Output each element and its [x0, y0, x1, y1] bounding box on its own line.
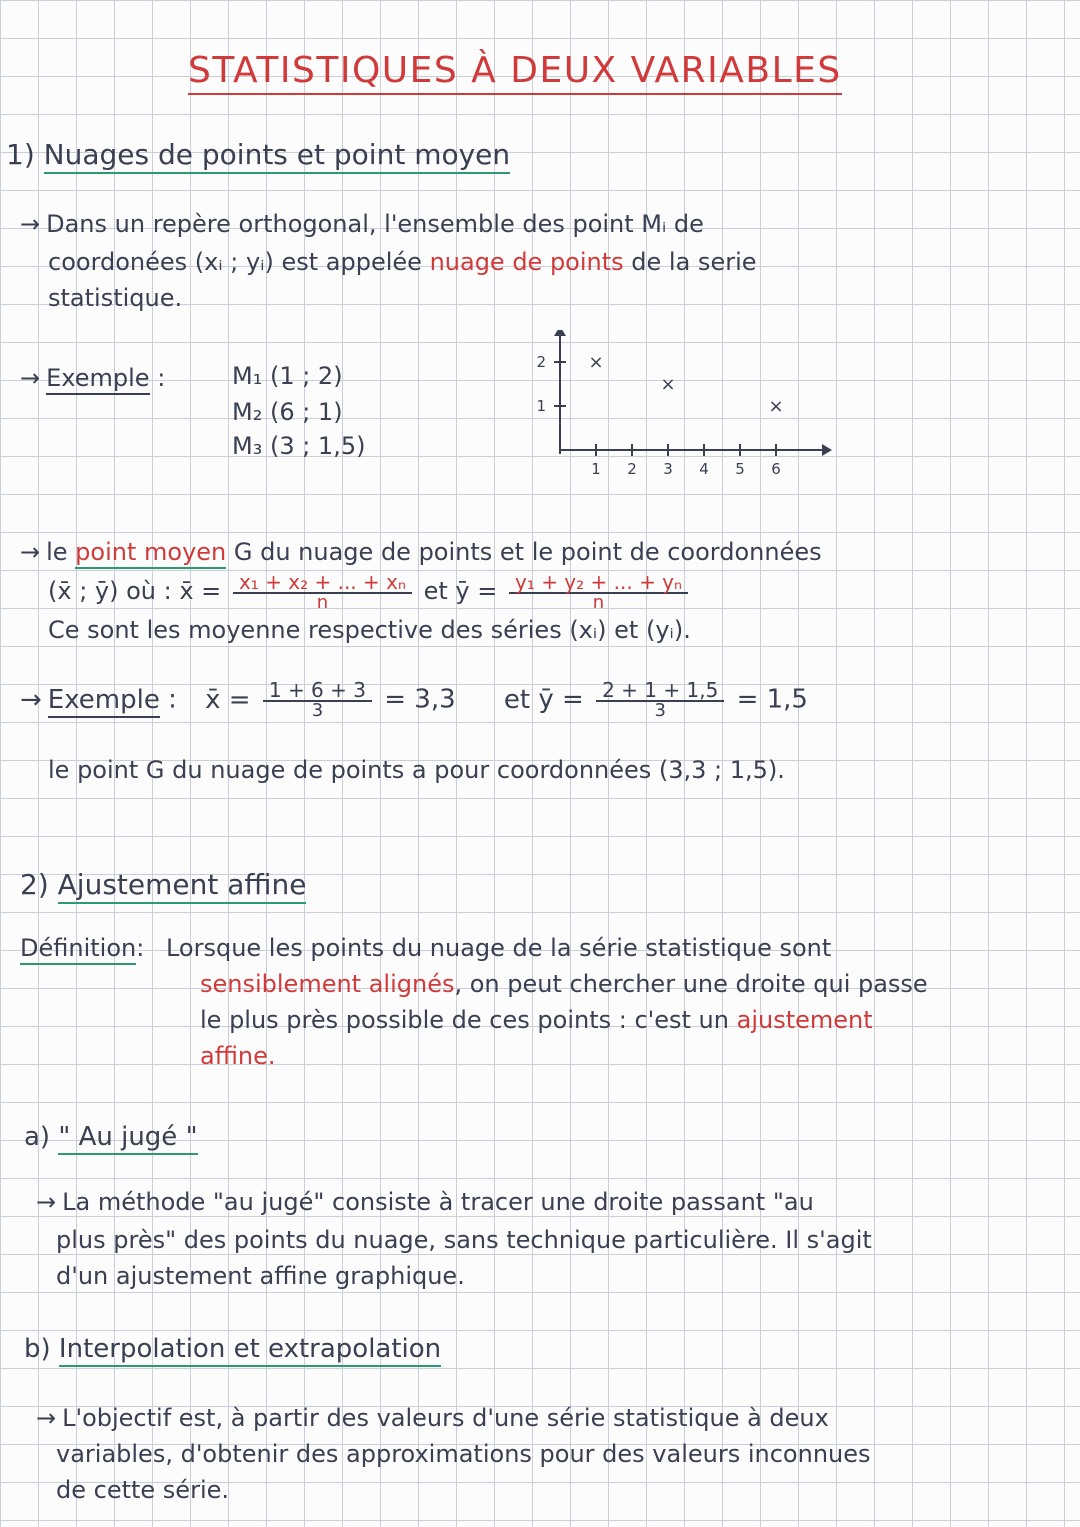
numerator: x₁ + x₂ + ... + xₙ	[233, 572, 412, 594]
xbar-calc-fraction	[263, 680, 372, 720]
section-title: Nuages de points et point moyen	[44, 138, 511, 174]
arrow-icon: →	[20, 364, 41, 392]
highlight-ajustement: ajustement	[736, 1006, 873, 1034]
text: Lorsque les points du nuage de la série statistique sont	[165, 934, 832, 962]
denominator: 3	[311, 700, 324, 721]
scatter-chart	[520, 330, 840, 490]
x-tick-label: 2	[627, 460, 637, 478]
subsection-b-line-3: de cette série.	[56, 1476, 230, 1504]
xbar-label: x̄ =	[205, 684, 251, 715]
subsection-a-heading	[24, 1124, 198, 1150]
text: La méthode "au jugé" consiste à tracer une droite passant "au	[62, 1188, 814, 1216]
point-m2: M₂ (6 ; 1)	[232, 398, 343, 426]
subsection-b-heading	[24, 1336, 441, 1362]
xbar-fraction	[233, 572, 412, 612]
subsection-a-line-1	[36, 1190, 814, 1214]
definition-label: Définition	[20, 934, 136, 965]
arrow-icon: →	[20, 684, 42, 715]
colon: :	[136, 934, 145, 962]
numerator: y₁ + y₂ + ... + yₙ	[509, 572, 688, 594]
y-axis-arrowhead	[554, 330, 566, 336]
xbar-result: = 3,3	[384, 684, 456, 715]
numerator: 2 + 1 + 1,5	[596, 680, 724, 702]
x-tick-label: 1	[591, 460, 601, 478]
ybar-result: = 1,5	[736, 684, 808, 715]
subsection-a-line-2: plus près" des points du nuage, sans technique particulière. Il s'agit	[56, 1226, 872, 1254]
section-number: 2)	[20, 868, 49, 901]
definition-line-3: statistique.	[48, 284, 183, 312]
example-2	[20, 680, 808, 720]
and-word: et	[503, 684, 531, 715]
arrow-icon: →	[20, 538, 41, 566]
scatter-point: ×	[768, 396, 784, 417]
subsection-b-line-2: variables, d'obtenir des approximations pour des valeurs inconnues	[56, 1440, 871, 1468]
example-label: Exemple	[48, 685, 160, 718]
section-2-heading	[20, 868, 306, 901]
section-number: 1)	[6, 138, 35, 171]
text: le plus près possible de ces points : c'est un	[200, 1006, 737, 1034]
mean-line-3: Ce sont les moyenne respective des séries (xᵢ) et (yᵢ).	[48, 616, 691, 644]
text: L'objectif est, à partir des valeurs d'une série statistique à deux	[62, 1404, 829, 1432]
arrow-icon: →	[36, 1404, 57, 1432]
text: le	[46, 538, 76, 566]
example-1-label	[20, 366, 165, 390]
mean-line-1	[20, 540, 822, 564]
example-2-conclusion: le point G du nuage de points a pour coordonnées (3,3 ; 1,5).	[48, 756, 785, 784]
ybar-label: et ȳ =	[423, 577, 498, 605]
section-1-heading	[6, 138, 510, 171]
text: de la serie	[623, 248, 757, 276]
subsection-title: " Au jugé "	[58, 1122, 197, 1155]
highlight-point-moyen: point moyen	[75, 538, 226, 569]
subsection-number: a)	[24, 1122, 51, 1152]
definition-line-1	[20, 212, 704, 236]
scatter-point: ×	[588, 352, 604, 373]
point-m3: M₃ (3 ; 1,5)	[232, 432, 366, 460]
colon: :	[157, 364, 166, 392]
colon: :	[168, 684, 177, 715]
ybar-fraction	[509, 572, 688, 612]
subsection-title: Interpolation et extrapolation	[59, 1334, 441, 1367]
arrow-icon: →	[36, 1188, 57, 1216]
text: , on peut chercher une droite qui passe	[454, 970, 928, 998]
scatter-point: ×	[660, 374, 676, 395]
y-tick-label: 1	[536, 397, 546, 415]
definition-ajustement-line-3	[200, 1008, 873, 1032]
subsection-number: b)	[24, 1334, 51, 1364]
mean-line-2	[48, 572, 692, 612]
arrow-icon: →	[20, 210, 41, 238]
definition-ajustement-line-1	[20, 936, 831, 960]
ybar-calc-fraction	[596, 680, 724, 720]
x-tick-label: 3	[663, 460, 673, 478]
xbar-label: (x̄ ; ȳ) où : x̄ =	[48, 577, 222, 605]
denominator: n	[592, 592, 605, 613]
highlight-sensiblement-alignes: sensiblement alignés	[200, 970, 455, 998]
denominator: n	[316, 592, 329, 613]
definition-ajustement-line-2	[200, 972, 928, 996]
section-title: Ajustement affine	[58, 868, 307, 904]
text: G du nuage de points et le point de coordonnées	[226, 538, 822, 566]
x-tick-label: 5	[735, 460, 745, 478]
x-tick-label: 6	[771, 460, 781, 478]
definition-line-2	[48, 250, 757, 274]
denominator: 3	[654, 700, 666, 721]
x-tick-label: 4	[699, 460, 709, 478]
text: Dans un repère orthogonal, l'ensemble des point Mᵢ de	[46, 210, 704, 238]
example-label: Exemple	[46, 364, 149, 395]
point-m1: M₁ (1 ; 2)	[232, 362, 343, 390]
text: coordonées (xᵢ ; yᵢ) est appelée	[48, 248, 430, 276]
definition-ajustement-line-4: affine.	[200, 1042, 276, 1070]
subsection-a-line-3: d'un ajustement affine graphique.	[56, 1262, 465, 1290]
subsection-b-line-1	[36, 1406, 829, 1430]
x-axis-arrowhead	[822, 444, 832, 456]
highlight-nuage-de-points: nuage de points	[429, 248, 624, 276]
page-title: STATISTIQUES À DEUX VARIABLES	[188, 50, 842, 95]
numerator: 1 + 6 + 3	[263, 680, 372, 702]
ybar-label: ȳ =	[538, 684, 584, 715]
y-tick-label: 2	[536, 353, 546, 371]
